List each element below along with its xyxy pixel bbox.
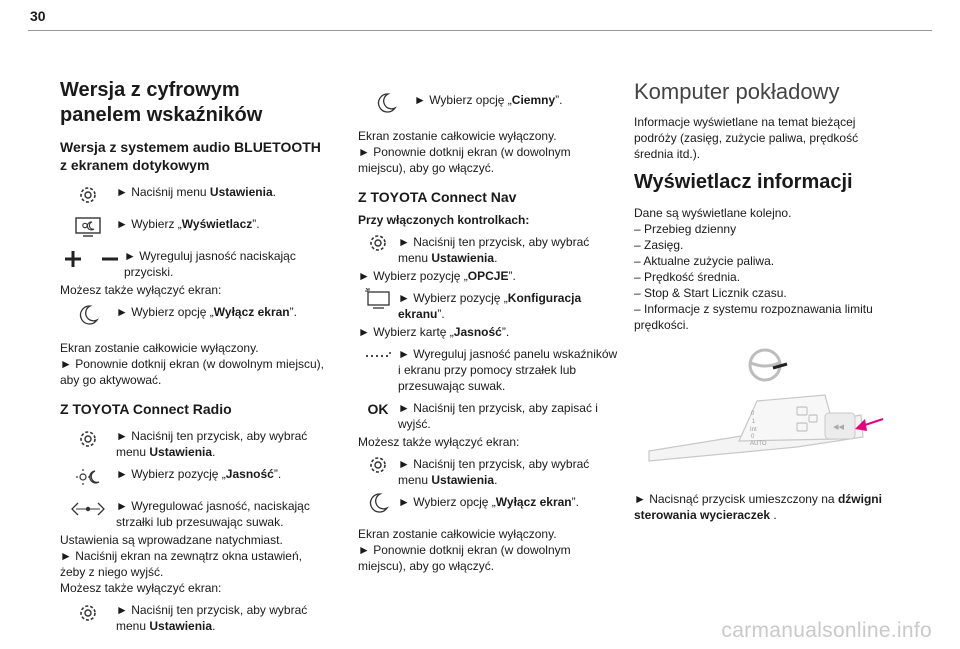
gear-icon <box>60 424 116 454</box>
section-title: Wersja z cyfrowym panelem wskaźników <box>60 79 263 126</box>
moon-icon <box>358 88 414 118</box>
dots-slider-icon <box>358 342 398 368</box>
svg-text:AUTO: AUTO <box>749 441 767 447</box>
radio-step-brightness: ► Wybierz pozycję „Jasność”. <box>60 462 325 492</box>
list-item: – Zasięg. <box>634 238 684 252</box>
step-adjust: ► Wyreguluj jasność naciskając przyciski. <box>60 244 325 280</box>
gear-icon <box>60 598 116 628</box>
nav-step-ok: OK ► Naciśnij ten przycisk, aby zapisać i wyjść. <box>358 396 618 432</box>
slider-arrows-icon <box>60 494 116 524</box>
step-dark: ► Wybierz opcję „Ciemny”. <box>358 88 618 118</box>
section-title-display: Wyświetlacz informacji <box>634 171 853 193</box>
radio-step-settings: ► Naciśnij ten przycisk, aby wybrać menu Ustawienia. <box>60 424 325 460</box>
gear-icon <box>358 230 398 256</box>
subsection-title: Wersja z systemem audio BLUETOOTH z ekranem dotykowym <box>60 139 321 173</box>
svg-text:0: 0 <box>750 434 754 440</box>
section-title-trip-computer: Komputer pokładowy <box>634 79 840 104</box>
wiper-lever-figure <box>634 393 899 473</box>
moon-icon <box>60 300 116 330</box>
page-number: 30 <box>30 8 46 24</box>
wiper-lever-icon <box>647 393 887 473</box>
screen-config-icon <box>358 286 398 312</box>
nav-section-title: Z TOYOTA Connect Nav <box>358 189 517 205</box>
radio-step-adjust: ► Wyregulować jasność, naciskając strzałki lub przesuwając suwak. <box>60 494 325 530</box>
svg-text:1: 1 <box>751 419 755 425</box>
svg-text:Int: Int <box>749 427 757 433</box>
nav-step-adjust: ► Wyreguluj jasność panelu wskaźników i ekranu przy pomocy strzałek lub przesuwając suwak. <box>358 342 618 394</box>
watermark: carmanualsonline.info <box>721 619 932 642</box>
column-3: Komputer pokładowy Informacje wyświetlane na temat bieżącej podróży (zasięg, zużycie paliwa, prędkość średnia itd.). Wyświetlacz informacji Dane są wyświetlane kolejno. – Przebieg dzienny – Zasięg. – Aktualne zużycie paliwa. – Prędkość średnia. – Stop & Start Licznik czasu. – Informacje z systemu rozpoznawania limitu prędkości. ◂◂ 0 1 Int 0 AUTO ► Nacisnąć przycisk umieszczony na dźwigni sterowania wycieraczek . <box>634 78 899 523</box>
step-display: ► Wybierz „Wyświetlacz”. <box>60 212 325 242</box>
display-brightness-icon <box>60 212 116 242</box>
moon-icon <box>358 490 398 516</box>
nav-step-settings-2: ► Naciśnij ten przycisk, aby wybrać menu Ustawienia. <box>358 452 618 488</box>
top-divider <box>28 30 932 31</box>
steering-wheel-figure <box>634 347 899 383</box>
list-item: – Aktualne zużycie paliwa. <box>634 254 775 268</box>
column-1: Wersja z cyfrowym panelem wskaźników Wersja z systemem audio BLUETOOTH z ekranem dotykowym ► Naciśnij menu Ustawienia. ► Wybierz „Wyświetlacz”. ► Wyreguluj jasność naciskając przyciski. Możesz także wyłączyć ekran: ► Wybierz opcję „Wyłącz ekran”. Ekran zostanie całkowicie wyłączony. ► Ponownie dotknij ekran (w dowolnym miejscu), aby go aktywować. Z TOYOTA Connect Radio ► Naciśnij ten przycisk, aby wybrać menu Ustawienia. ► Wybierz pozycję „Jasność”. ► Wyregulować jasność, naciskając strzałki lub przesuwając suwak. Ustawienia są wprowadzane natychmiast. ► Naciśnij ekran na zewnątrz okna ustawień, żeby z niego wyjść. Możesz także wyłączyć ekran: ► Naciśnij ten przycisk, aby wybrać menu Ustawienia. <box>60 79 324 633</box>
nav-step-screen-off: ► Wybierz opcję „Wyłącz ekran”. <box>358 490 618 516</box>
list-item: – Informacje z systemu rozpoznawania limitu prędkości. <box>634 302 873 332</box>
nav-step-settings: ► Naciśnij ten przycisk, aby wybrać menu Ustawienia. <box>358 230 618 266</box>
gear-icon <box>358 452 398 478</box>
list-item: – Prędkość średnia. <box>634 270 741 284</box>
brightness-icon <box>60 462 116 492</box>
steering-wheel-icon <box>745 347 789 383</box>
step-screen-off: ► Wybierz opcję „Wyłącz ekran”. <box>60 300 325 330</box>
step-settings: ► Naciśnij menu Ustawienia. <box>60 180 325 210</box>
svg-text:0: 0 <box>750 411 754 417</box>
list-item: – Stop & Start Licznik czasu. <box>634 286 787 300</box>
radio-section-title: Z TOYOTA Connect Radio <box>60 401 232 417</box>
svg-text:◂◂: ◂◂ <box>832 420 844 433</box>
info-list <box>634 221 899 333</box>
column-2: ► Wybierz opcję „Ciemny”. Ekran zostanie całkowicie wyłączony. ► Ponownie dotknij ekran (w dowolnym miejscu), aby go włączyć. Z TOYOTA Connect Nav Przy włączonych kontrolkach: ► Naciśnij ten przycisk, aby wybrać menu Ustawienia. ► Wybierz pozycję „OPCJE”. ► Wybierz pozycję „Konfiguracja ekranu”. ► Wybierz kartę „Jasność”. ► Wyreguluj jasność panelu wskaźników i ekranu przy pomocy strzałek lub przesuwając suwak. OK ► Naciśnij ten przycisk, aby zapisać i wyjść. Możesz także wyłączyć ekran: ► Naciśnij ten przycisk, aby wybrać menu Ustawienia. ► Wybierz opcję „Wyłącz ekran”. Ekran zostanie całkowicie wyłączony. ► Ponownie dotknij ekran (w dowolnym miejscu), aby go włączyć. <box>358 86 618 574</box>
plus-minus-icon <box>60 244 124 274</box>
list-item: – Przebieg dzienny <box>634 222 737 236</box>
radio-step-settings-2: ► Naciśnij ten przycisk, aby wybrać menu Ustawienia. <box>60 598 325 634</box>
ok-icon: OK <box>367 401 389 417</box>
nav-step-screen-config: ► Wybierz pozycję „Konfiguracja ekranu”. <box>358 286 618 322</box>
gear-icon <box>60 180 116 210</box>
